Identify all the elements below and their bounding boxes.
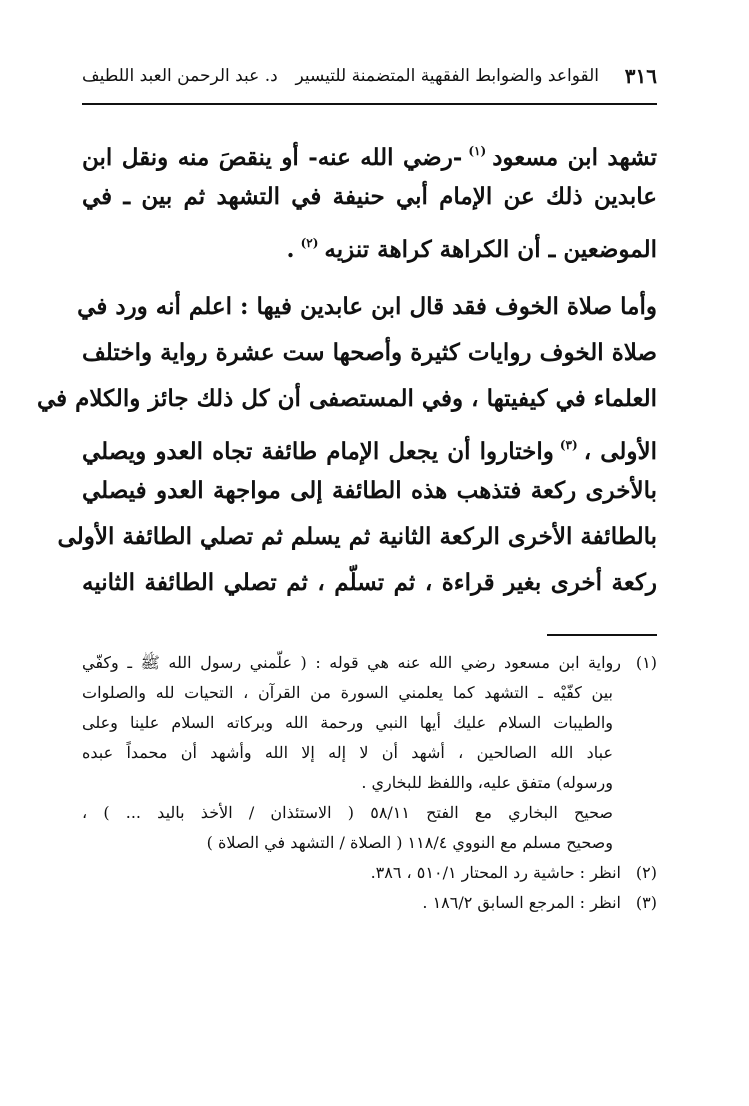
footnote-line: وصحيح مسلم مع النووي ١١٨/٤ ( الصلاة / التشهد في الصلاة ) xyxy=(206,833,613,852)
footnotes xyxy=(82,648,657,918)
footnote-divider xyxy=(547,634,657,636)
page-number: ٣١٦ xyxy=(624,64,657,88)
footnote-line: ورسوله) متفق عليه، واللفظ للبخاري . xyxy=(361,773,613,792)
main-text xyxy=(36,128,657,606)
footnote-ref-2: (٢) xyxy=(300,236,319,250)
text-segment: الأولى ، xyxy=(583,438,657,465)
text-line xyxy=(82,220,657,266)
footnote-text: انظر : المرجع السابق ١٨٦/٢ . xyxy=(422,893,621,912)
text-line: بالأخرى ركعة فتذهب هذه الطائفة إلى مواجهة العدو فيصلي xyxy=(82,477,657,504)
footnote-number: (٣) xyxy=(635,893,657,912)
text-line xyxy=(82,422,657,468)
footnote-2 xyxy=(82,858,657,888)
text-line: بالطائفة الأخرى الركعة الثانية ثم يسلم ثم تصلي الطائفة الأولى xyxy=(57,523,657,550)
text-line xyxy=(82,128,657,174)
text-segment: الموضعين ـ أن الكراهة كراهة تنزيه xyxy=(324,236,657,263)
footnote-text: انظر : حاشية رد المحتار ٥١٠/١ ، ٣٨٦. xyxy=(370,863,621,882)
footnote-number: (٢) xyxy=(635,863,657,882)
text-segment: . xyxy=(286,236,295,263)
author-name: د. عبد الرحمن العبد اللطيف xyxy=(82,66,278,86)
footnote-line: والطيبات السلام عليك أيها النبي ورحمة الله وبركاته السلام علينا وعلى xyxy=(82,713,613,732)
footnote-number: (١) xyxy=(635,653,657,672)
footnote-line xyxy=(82,648,657,678)
footnote-ref-1: (١) xyxy=(468,144,487,158)
footnote-line: عباد الله الصالحين ، أشهد أن لا إله إلا الله وأشهد أن محمداً عبده xyxy=(82,743,613,762)
footnote-1 xyxy=(82,648,657,858)
text-segment: تشهد ابن مسعود xyxy=(492,144,657,171)
text-line: وأما صلاة الخوف فقد قال ابن عابدين فيها : اعلم أنه ورد في xyxy=(77,293,657,320)
text-segment: -رضي الله عنه- أو ينقصَ منه ونقل ابن xyxy=(82,144,463,171)
footnote-3 xyxy=(82,888,657,918)
header-divider xyxy=(82,103,657,105)
footnote-line xyxy=(82,888,657,918)
paragraph-tashahhud xyxy=(82,128,657,266)
book-title: القواعد والضوابط الفقهية المتضمنة للتيسير xyxy=(295,66,599,86)
text-segment: واختاروا أن يجعل الإمام طائفة تجاه العدو ويصلي xyxy=(82,438,554,465)
text-line: عابدين ذلك عن الإمام أبي حنيفة في التشهد ثم بين ـ في xyxy=(82,183,657,210)
paragraph-salat-al-khawf xyxy=(36,284,657,606)
footnote-line: صحيح البخاري مع الفتح ٥٨/١١ ( الاستئذان / الأخذ باليد ... ) ، xyxy=(82,803,614,822)
footnote-ref-3: (٣) xyxy=(559,438,578,452)
running-header xyxy=(82,58,657,98)
text-line: صلاة الخوف روايات كثيرة وأصحها ست عشرة رواية واختلف xyxy=(82,339,657,366)
footnote-line xyxy=(82,858,657,888)
footnote-text: رواية ابن مسعود رضي الله عنه هي قوله : ( علّمني رسول الله ﷺ ـ وكفّي xyxy=(82,653,621,672)
footnote-line: بين كفّيْه ـ التشهد كما يعلمني السورة من القرآن ، التحيات لله والصلوات xyxy=(82,683,613,702)
text-line: العلماء في كيفيتها ، وفي المستصفى أن كل ذلك جائز والكلام في xyxy=(36,385,657,412)
text-line: ركعة أخرى بغير قراءة ، ثم تسلّم ، ثم تصلي الطائفة الثانيه xyxy=(82,569,657,596)
